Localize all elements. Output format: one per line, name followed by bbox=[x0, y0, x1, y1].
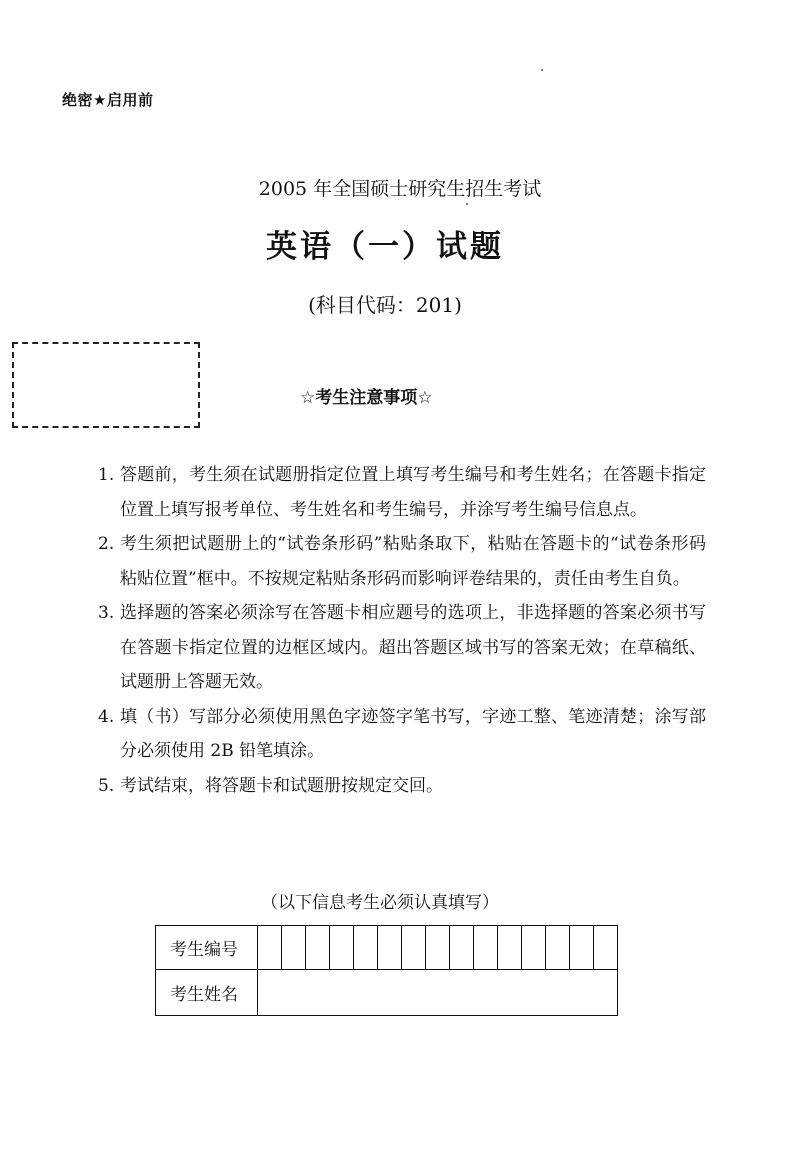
notice-item bbox=[98, 458, 706, 527]
notice-item-text: 考生须把试题册上的“试卷条形码”粘贴条取下，粘贴在答题卡的“试卷条形码粘贴位置”框中。不按规定粘贴条形码而影响评卷结果的，责任由考生自负。 bbox=[120, 534, 706, 589]
candidate-id-digit-box[interactable] bbox=[306, 926, 330, 970]
candidate-info-table bbox=[155, 925, 618, 1016]
notice-item-text: 考试结束，将答题卡和试题册按规定交回。 bbox=[120, 775, 443, 796]
notice-heading: ☆考生注意事项☆ bbox=[300, 388, 433, 408]
candidate-id-digit-box[interactable] bbox=[570, 926, 594, 970]
info-heading: （以下信息考生必须认真填写） bbox=[261, 893, 499, 913]
candidate-id-row bbox=[156, 926, 618, 970]
classification-label: 绝密★启用前 bbox=[62, 91, 154, 109]
candidate-id-digit-box[interactable] bbox=[426, 926, 450, 970]
scan-speck bbox=[541, 69, 543, 71]
notice-item-number: 2. bbox=[98, 534, 115, 554]
candidate-id-digit-box[interactable] bbox=[474, 926, 498, 970]
subject-code: (科目代码：201) bbox=[308, 293, 462, 317]
notice-item bbox=[98, 596, 706, 700]
notice-list bbox=[98, 458, 706, 803]
notice-item-number: 4. bbox=[98, 706, 115, 727]
candidate-id-digit-box[interactable] bbox=[378, 926, 402, 970]
notice-item-text: 选择题的答案必须涂写在答题卡相应题号的选项上，非选择题的答案必须书写在答题卡指定位置的边框区域内。超出答题区域书写的答案无效；在草稿纸、试题册上答题无效。 bbox=[120, 603, 706, 692]
notice-item-number: 3. bbox=[98, 603, 115, 623]
candidate-id-digit-box[interactable] bbox=[282, 926, 306, 970]
notice-item bbox=[98, 527, 706, 596]
candidate-id-digit-box[interactable] bbox=[522, 926, 546, 970]
subject-title: 英语（一）试题 bbox=[266, 229, 504, 265]
candidate-name-row bbox=[156, 970, 618, 1016]
candidate-name-field[interactable] bbox=[258, 970, 618, 1016]
candidate-id-digit-box[interactable] bbox=[594, 926, 618, 970]
candidate-id-label: 考生编号 bbox=[156, 926, 258, 970]
notice-item bbox=[98, 700, 706, 769]
notice-item-number: 5. bbox=[98, 775, 115, 796]
scan-speck bbox=[466, 203, 468, 205]
notice-item-number: 1. bbox=[98, 465, 115, 485]
candidate-id-digit-box[interactable] bbox=[546, 926, 570, 970]
notice-item bbox=[98, 769, 706, 804]
candidate-id-digit-box[interactable] bbox=[450, 926, 474, 970]
candidate-name-label: 考生姓名 bbox=[156, 970, 258, 1016]
notice-item-text: 填（书）写部分必须使用黑色字迹签字笔书写，字迹工整、笔迹清楚；涂写部分必须使用 2B 铅笔填涂。 bbox=[120, 706, 706, 761]
notice-item-text: 答题前，考生须在试题册指定位置上填写考生编号和考生姓名；在答题卡指定位置上填写报考单位、考生姓名和考生编号，并涂写考生编号信息点。 bbox=[120, 465, 706, 520]
candidate-id-digit-box[interactable] bbox=[330, 926, 354, 970]
candidate-id-digit-box[interactable] bbox=[402, 926, 426, 970]
exam-name: 2005 年全国硕士研究生招生考试 bbox=[258, 178, 542, 200]
candidate-id-digit-box[interactable] bbox=[354, 926, 378, 970]
candidate-id-digit-box[interactable] bbox=[498, 926, 522, 970]
candidate-id-digit-box[interactable] bbox=[258, 926, 282, 970]
barcode-sticker-area bbox=[12, 342, 200, 428]
